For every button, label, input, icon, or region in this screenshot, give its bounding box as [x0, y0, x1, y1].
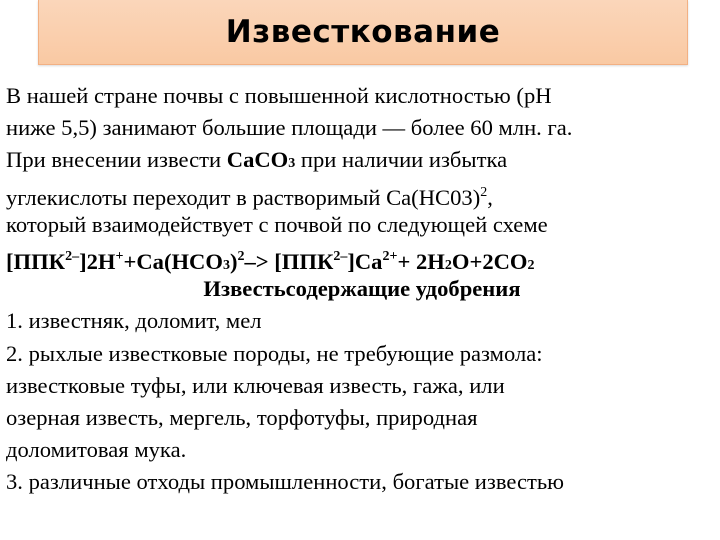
reaction-equation: [6, 241, 718, 273]
eq-part-4: ): [229, 248, 238, 274]
eq-sub-7: 2: [444, 257, 452, 273]
eq-part-5: –> [ППК: [244, 248, 334, 274]
slide-title: Известкование: [225, 14, 501, 50]
caco3-formula: [227, 147, 296, 172]
list-item-2-line-4: доломитовая мука.: [6, 437, 187, 463]
caco3-subscript: 3: [288, 156, 296, 172]
list-item-2-line-2: известковые туфы, или ключевая известь, гажа, или: [6, 372, 505, 398]
body-line-3: [6, 144, 718, 176]
body-line-4-superscript: 2: [480, 184, 488, 200]
eq-part-1: [ППК: [6, 248, 66, 274]
eq-part-3: +Са(НСО: [123, 248, 223, 274]
list-item-2-line-3: озерная известь, мергель, торфотуфы, природная: [6, 404, 478, 430]
list-item-1: 1. известняк, доломит, мел: [6, 308, 262, 334]
caco3-formula-main: СаСО: [226, 147, 289, 173]
eq-part-7: + 2Н: [397, 248, 445, 274]
body-line-4-text-a: углекислоты переходит в растворимый Са(НС03): [6, 184, 481, 210]
body-line-4: [6, 177, 718, 209]
body-line-2: ниже 5,5) занимают большие площади — более 60 млн. га.: [6, 115, 573, 141]
eq-sup-1: 2–: [65, 248, 80, 264]
body-line-5: который взаимодействует с почвой по следующей схеме: [6, 211, 548, 237]
list-item-3: 3. различные отходы промышленности, богатые известью: [6, 469, 565, 495]
eq-sup-5: 2–: [333, 248, 348, 264]
eq-sub-8: 2: [527, 257, 535, 273]
title-banner: [38, 0, 688, 65]
eq-sub-3: 3: [222, 257, 230, 273]
body-line-3-text-c: при наличии избытка: [295, 147, 508, 173]
eq-sup-2: +: [115, 248, 124, 264]
eq-sup-6: 2+: [382, 248, 398, 264]
eq-part-2: ]2Н: [79, 248, 116, 274]
eq-part-6: ]Са: [347, 248, 383, 274]
eq-part-8: О+2СО: [451, 248, 528, 274]
body-line-3-text-a: При внесении извести: [6, 147, 227, 173]
body-line-1: В нашей стране почвы с повышенной кислотностью (рН: [6, 83, 552, 108]
fertilizers-subheading: Известьсодержащие удобрения: [203, 276, 521, 302]
slide-body: [6, 80, 718, 498]
eq-sup-4: 2: [237, 248, 245, 264]
list-item-2-line-1: 2. рыхлые известковые породы, не требующие размола:: [6, 340, 543, 366]
body-line-4-text-b: ,: [487, 184, 493, 210]
